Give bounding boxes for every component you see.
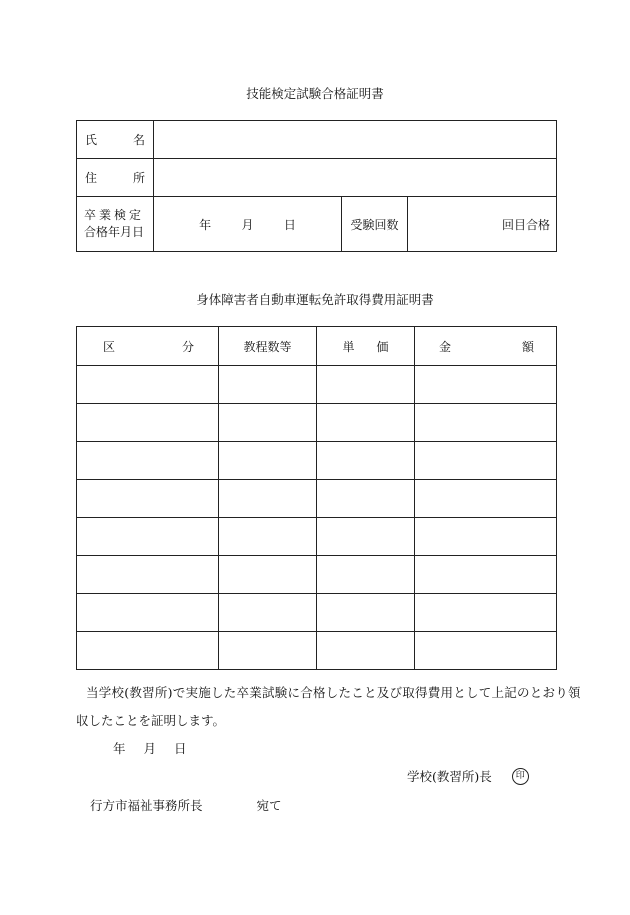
category-cell[interactable] — [77, 594, 219, 632]
address-label: 住 所 — [77, 159, 154, 197]
expense-row — [77, 518, 557, 556]
address-row — [77, 159, 557, 197]
issue-date-line[interactable] — [113, 739, 187, 757]
expense-row — [77, 594, 557, 632]
certificate-title: 技能検定試験合格証明書 — [246, 86, 384, 101]
amount-cell[interactable] — [415, 480, 557, 518]
amount-cell[interactable] — [415, 518, 557, 556]
seal-icon: 印 — [512, 768, 529, 785]
issue-day-unit: 日 — [174, 741, 187, 756]
amount-header: 金 額 — [415, 327, 557, 366]
amount-cell[interactable] — [415, 632, 557, 670]
expense-row — [77, 404, 557, 442]
issue-year-unit: 年 — [113, 741, 126, 756]
principal-signature-line — [407, 767, 529, 785]
issue-month-unit: 月 — [143, 741, 157, 756]
name-value-field[interactable] — [154, 121, 557, 159]
amount-cell[interactable] — [415, 442, 557, 480]
lesson-count-cell[interactable] — [219, 442, 317, 480]
addressee-name: 行方市福祉事務所長 — [90, 798, 203, 813]
unit-price-cell[interactable] — [317, 556, 415, 594]
name-label: 氏 名 — [77, 121, 154, 159]
unit-price-cell[interactable] — [317, 518, 415, 556]
certification-paragraph-line2: 収したことを証明します。 — [76, 713, 226, 728]
name-row — [77, 121, 557, 159]
lesson-count-cell[interactable] — [219, 594, 317, 632]
lesson-count-cell[interactable] — [219, 366, 317, 404]
category-cell[interactable] — [77, 442, 219, 480]
expense-row — [77, 556, 557, 594]
amount-cell[interactable] — [415, 366, 557, 404]
lesson-count-cell[interactable] — [219, 632, 317, 670]
category-header: 区 分 — [77, 327, 219, 366]
unit-price-cell[interactable] — [317, 480, 415, 518]
unit-price-cell[interactable] — [317, 594, 415, 632]
expense-row — [77, 632, 557, 670]
expense-table — [76, 326, 557, 670]
unit-price-cell[interactable] — [317, 366, 415, 404]
day-unit: 日 — [283, 217, 296, 232]
graduation-date-field[interactable] — [154, 197, 342, 252]
lesson-count-cell[interactable] — [219, 518, 317, 556]
lesson-count-header: 教程数等 — [219, 327, 317, 366]
expense-table-header — [77, 327, 557, 366]
graduation-row — [77, 197, 557, 252]
category-cell[interactable] — [77, 632, 219, 670]
expense-certificate-title: 身体障害者自動車運転免許取得費用証明書 — [196, 292, 434, 307]
certification-paragraph-line1: 当学校(教習所)で実施した卒業試験に合格したこと及び取得費用として上記のとおり領 — [86, 685, 581, 700]
addressee-suffix: 宛て — [256, 798, 282, 813]
pass-certificate-table — [76, 120, 557, 252]
expense-row — [77, 480, 557, 518]
category-cell[interactable] — [77, 480, 219, 518]
unit-price-cell[interactable] — [317, 442, 415, 480]
lesson-count-cell[interactable] — [219, 556, 317, 594]
principal-label: 学校(教習所)長 — [407, 769, 492, 784]
lesson-count-cell[interactable] — [219, 480, 317, 518]
expense-row — [77, 442, 557, 480]
category-cell[interactable] — [77, 366, 219, 404]
address-value-field[interactable] — [154, 159, 557, 197]
amount-cell[interactable] — [415, 594, 557, 632]
amount-cell[interactable] — [415, 556, 557, 594]
month-unit: 月 — [241, 217, 254, 232]
lesson-count-cell[interactable] — [219, 404, 317, 442]
graduation-date-label: 卒業検定 合格年月日 — [77, 197, 154, 252]
category-cell[interactable] — [77, 556, 219, 594]
addressee-line — [90, 796, 282, 814]
unit-price-header: 単 価 — [317, 327, 415, 366]
category-cell[interactable] — [77, 404, 219, 442]
unit-price-cell[interactable] — [317, 404, 415, 442]
year-unit: 年 — [199, 217, 212, 232]
expense-row — [77, 366, 557, 404]
amount-cell[interactable] — [415, 404, 557, 442]
exam-count-label: 受験回数 — [342, 197, 408, 252]
pass-count-field[interactable]: 回目合格 — [408, 197, 557, 252]
category-cell[interactable] — [77, 518, 219, 556]
unit-price-cell[interactable] — [317, 632, 415, 670]
